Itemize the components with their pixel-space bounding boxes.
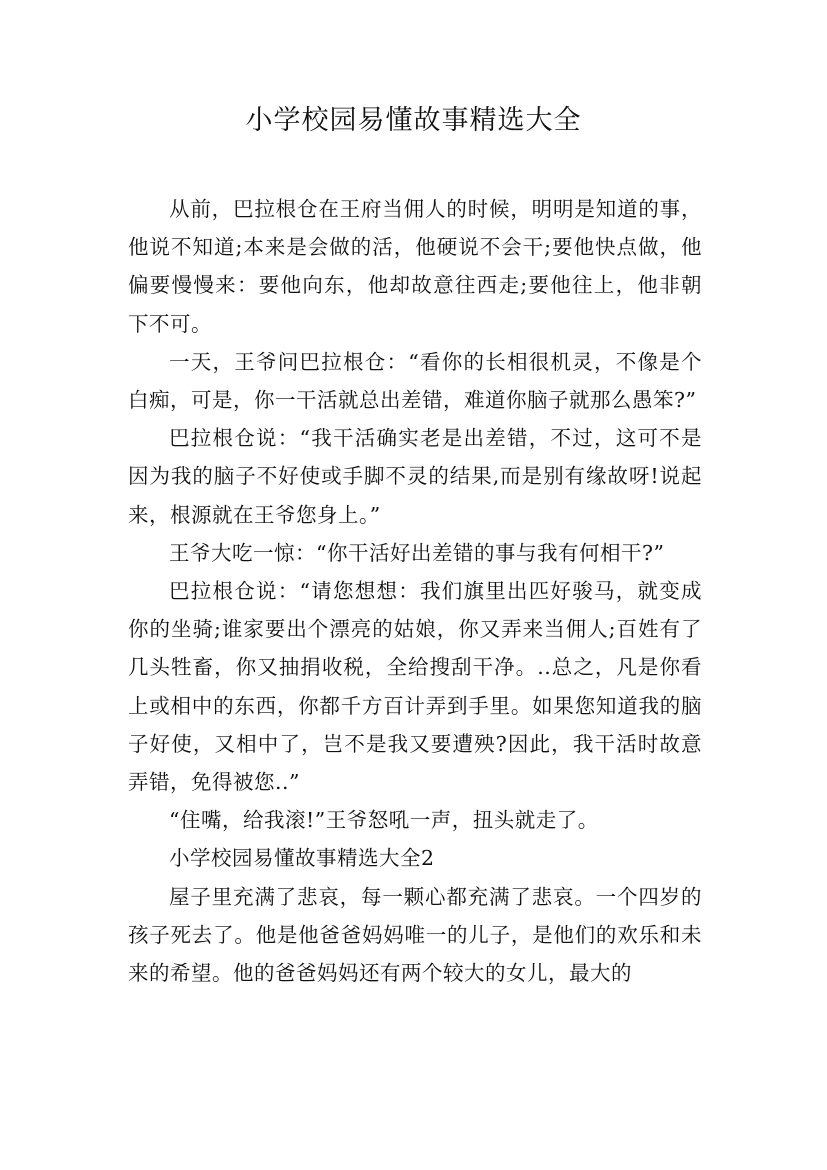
paragraph-3: 巴拉根仓说：“我干活确实老是出差错，不过，这可不是因为我的脑子不好使或手脚不灵的结果,而是别有缘故呀!说起来，根源就在王爷您身上。”	[128, 426, 702, 527]
paragraph-6: “住嘴，给我滚!”王爷怒吼一声，扭头就走了。	[169, 808, 599, 833]
document-title: 小学校园易懂故事精选大全	[245, 105, 582, 136]
paragraph-4: 王爷大吃一惊：“你干活好出差错的事与我有何相干?”	[169, 540, 665, 565]
document-body	[128, 190, 702, 992]
paragraph-1: 从前，巴拉根仓在王府当佣人的时候，明明是知道的事，他说不知道;本来是会做的活，他硬说不会干;要他快点做，他偏要慢慢来：要他向东，他却故意往西走;要他往上，他非朝下不可。	[128, 197, 702, 336]
paragraph-5: 巴拉根仓说：“请您想想：我们旗里出匹好骏马，就变成你的坐骑;谁家要出个漂亮的姑娘，你又弄来当佣人;百姓有了几头牲畜，你又抽捐收税，全给搜刮干净。..总之，凡是你看上或相中的东西，你都千方百计弄到手里。如果您知道我的脑子好使，又相中了，岂不是我又要遭殃?因此，我干活时故意弄错，免得被您..”	[128, 579, 702, 795]
paragraph-2: 一天，王爷问巴拉根仓：“看你的长相很机灵，不像是个白痴，可是，你一干活就总出差错，难道你脑子就那么愚笨?”	[128, 349, 702, 413]
section-heading-2: 小学校园易懂故事精选大全2	[169, 846, 435, 871]
paragraph-7: 屋子里充满了悲哀，每一颗心都充满了悲哀。一个四岁的孩子死去了。他是他爸爸妈妈唯一的儿子，是他们的欢乐和未来的希望。他的爸爸妈妈还有两个较大的女儿，最大的	[128, 884, 702, 986]
